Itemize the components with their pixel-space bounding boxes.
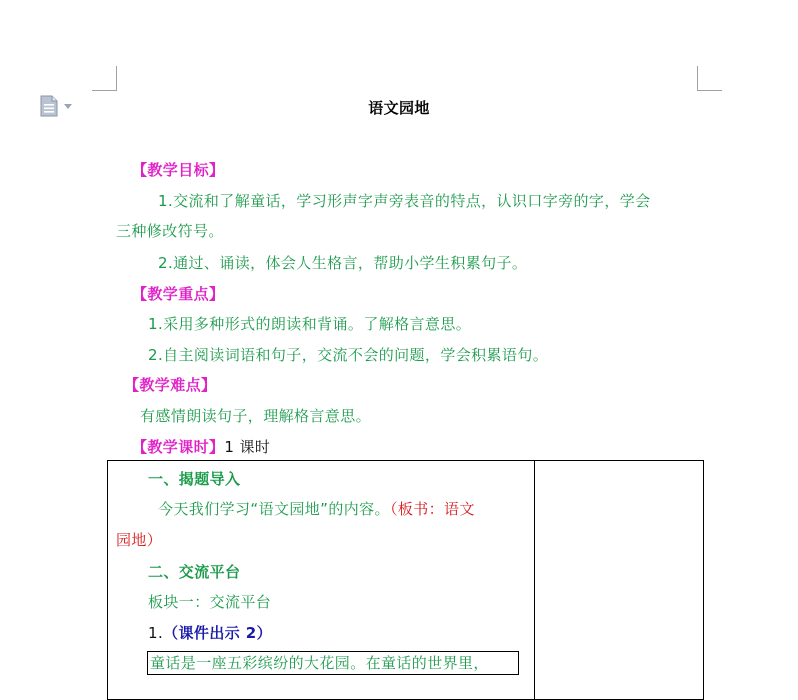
hours-heading: 【教学课时】 — [132, 438, 225, 456]
difficulties-heading: 【教学难点】 — [124, 376, 217, 394]
intro-row — [158, 499, 475, 519]
hours-row — [132, 437, 270, 457]
document-title: 语文园地 — [368, 99, 430, 117]
boxed-text: 童话是一座五彩缤纷的大花园。在童话的世界里， — [150, 654, 489, 672]
difficulties-text: 有感情朗读句子，理解格言意思。 — [140, 407, 372, 425]
table-column-divider — [534, 460, 535, 700]
goals-item1-line2: 三种修改符号。 — [116, 222, 224, 240]
goals-heading: 【教学目标】 — [132, 161, 225, 179]
section-intro-heading: 一、揭题导入 — [148, 470, 241, 488]
crop-mark-top-right — [697, 66, 722, 91]
goals-item1-line1: 1.交流和了解童话，学习形声字声旁表音的特点，认识口字旁的字，学会 — [158, 192, 651, 210]
goals-item2: 2.通过、诵读，体会人生格言，帮助小学生积累句子。 — [158, 254, 528, 272]
board-note-line1: （板书：语文 — [389, 500, 475, 518]
board-note-line2: 园地） — [116, 531, 163, 549]
key-points-heading: 【教学重点】 — [132, 285, 225, 303]
key-points-item2: 2.自主阅读词语和句子，交流不会的问题，学会积累语句。 — [148, 346, 549, 364]
item-number: 1. — [148, 624, 164, 642]
courseware-label: （课件出示 2） — [163, 624, 272, 642]
intro-text: 今天我们学习“语文园地”的内容。 — [158, 500, 390, 518]
block1-label: 板块一：交流平台 — [148, 593, 272, 611]
section-exchange-heading: 二、交流平台 — [148, 563, 241, 581]
crop-mark-top-left — [92, 66, 117, 91]
hours-value: 1 课时 — [224, 438, 271, 456]
courseware-row — [148, 623, 272, 643]
key-points-item1: 1.采用多种形式的朗读和背诵。了解格言意思。 — [148, 315, 472, 333]
